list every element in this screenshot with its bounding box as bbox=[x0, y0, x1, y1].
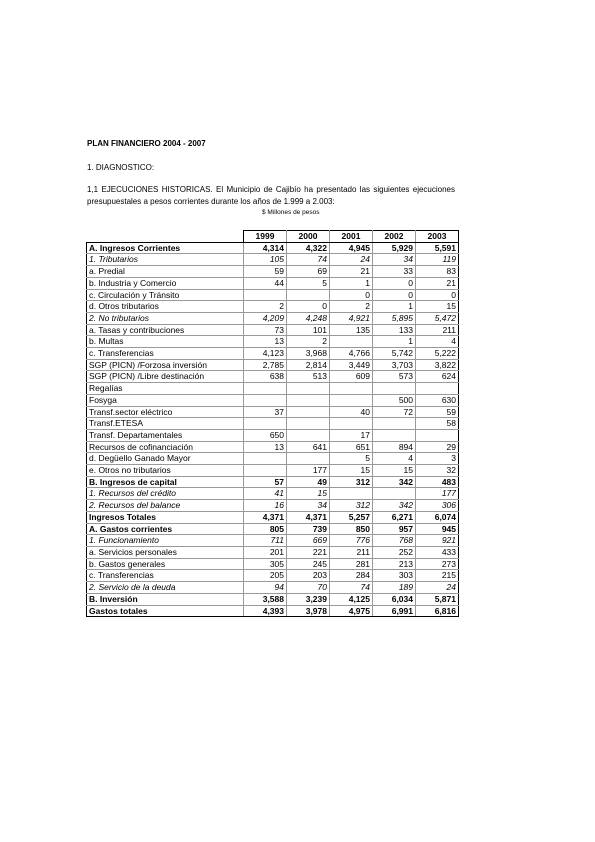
row-label: c. Transferencias bbox=[87, 570, 244, 582]
row-label: 2. Servicio de la deuda bbox=[87, 582, 244, 594]
value-cell: 0 bbox=[330, 289, 373, 301]
value-cell: 5,895 bbox=[373, 312, 416, 324]
value-cell: 624 bbox=[416, 371, 459, 383]
row-label: Regalías bbox=[87, 383, 244, 395]
value-cell: 306 bbox=[416, 500, 459, 512]
value-cell bbox=[244, 418, 287, 430]
value-cell: 6,991 bbox=[373, 605, 416, 617]
value-cell: 4,393 bbox=[244, 605, 287, 617]
value-cell bbox=[287, 429, 330, 441]
value-cell: 957 bbox=[373, 523, 416, 535]
value-cell: 4,322 bbox=[287, 242, 330, 254]
table-row bbox=[87, 546, 459, 558]
value-cell: 312 bbox=[330, 476, 373, 488]
value-cell: 303 bbox=[373, 570, 416, 582]
value-cell: 5,257 bbox=[330, 511, 373, 523]
value-cell: 6,034 bbox=[373, 593, 416, 605]
row-label: 1. Tributarios bbox=[87, 254, 244, 266]
table-row bbox=[87, 570, 459, 582]
value-cell: 59 bbox=[244, 266, 287, 278]
financial-table bbox=[86, 230, 459, 617]
value-cell: 273 bbox=[416, 558, 459, 570]
value-cell: 94 bbox=[244, 582, 287, 594]
value-cell: 573 bbox=[373, 371, 416, 383]
table-row bbox=[87, 242, 459, 254]
table-row bbox=[87, 429, 459, 441]
value-cell bbox=[287, 453, 330, 465]
table-row bbox=[87, 301, 459, 313]
value-cell: 3,588 bbox=[244, 593, 287, 605]
value-cell: 4,921 bbox=[330, 312, 373, 324]
section-heading: 1. DIAGNOSTICO: bbox=[87, 163, 155, 172]
value-cell bbox=[244, 453, 287, 465]
value-cell: 500 bbox=[373, 394, 416, 406]
value-cell bbox=[244, 383, 287, 395]
table-row bbox=[87, 465, 459, 477]
row-label: B. Ingresos de capital bbox=[87, 476, 244, 488]
value-cell: 119 bbox=[416, 254, 459, 266]
value-cell: 5,742 bbox=[373, 348, 416, 360]
value-cell: 284 bbox=[330, 570, 373, 582]
row-label: a. Tasas y contribuciones bbox=[87, 324, 244, 336]
table-row bbox=[87, 500, 459, 512]
value-cell: 252 bbox=[373, 546, 416, 558]
value-cell: 74 bbox=[330, 582, 373, 594]
value-cell: 2 bbox=[287, 336, 330, 348]
table-row bbox=[87, 511, 459, 523]
table-row bbox=[87, 605, 459, 617]
value-cell: 4 bbox=[373, 453, 416, 465]
intro-paragraph: 1,1 EJECUCIONES HISTORICAS. El Municipio de Cajibío ha presentado las siguientes ejecuciones presupuestales a pesos corrientes durante los años de 1.999 a 2.003: bbox=[87, 185, 455, 206]
value-cell: 5,929 bbox=[373, 242, 416, 254]
value-cell: 1 bbox=[373, 301, 416, 313]
value-cell: 1 bbox=[330, 277, 373, 289]
row-label: b. Industria y Comercio bbox=[87, 277, 244, 289]
table-body bbox=[87, 242, 459, 617]
units-note: $ Millones de pesos bbox=[262, 209, 320, 216]
value-cell: 21 bbox=[416, 277, 459, 289]
value-cell bbox=[416, 429, 459, 441]
row-label: Transf. Departamentales bbox=[87, 429, 244, 441]
row-label: 1. Funcionamiento bbox=[87, 535, 244, 547]
row-label: SGP (PICN) /Forzosa inversión bbox=[87, 359, 244, 371]
value-cell: 4,371 bbox=[287, 511, 330, 523]
value-cell bbox=[244, 394, 287, 406]
value-cell: 203 bbox=[287, 570, 330, 582]
value-cell bbox=[330, 383, 373, 395]
table-row bbox=[87, 266, 459, 278]
table-row bbox=[87, 312, 459, 324]
value-cell: 15 bbox=[287, 488, 330, 500]
value-cell: 105 bbox=[244, 254, 287, 266]
value-cell: 211 bbox=[330, 546, 373, 558]
table-row bbox=[87, 336, 459, 348]
value-cell: 44 bbox=[244, 277, 287, 289]
value-cell: 83 bbox=[416, 266, 459, 278]
table-row bbox=[87, 441, 459, 453]
value-cell bbox=[373, 488, 416, 500]
value-cell: 3,968 bbox=[287, 348, 330, 360]
row-label: a. Predial bbox=[87, 266, 244, 278]
value-cell: 894 bbox=[373, 441, 416, 453]
value-cell: 945 bbox=[416, 523, 459, 535]
value-cell: 4,371 bbox=[244, 511, 287, 523]
row-label: Transf.ETESA bbox=[87, 418, 244, 430]
row-label: e. Otros no tributarios bbox=[87, 465, 244, 477]
value-cell bbox=[330, 336, 373, 348]
value-cell: 650 bbox=[244, 429, 287, 441]
value-cell: 21 bbox=[330, 266, 373, 278]
value-cell: 342 bbox=[373, 500, 416, 512]
value-cell: 2,785 bbox=[244, 359, 287, 371]
row-label: Ingresos Totales bbox=[87, 511, 244, 523]
row-label: SGP (PICN) /Libre destinación bbox=[87, 371, 244, 383]
value-cell: 37 bbox=[244, 406, 287, 418]
row-label: 2. Recursos del balance bbox=[87, 500, 244, 512]
table-row bbox=[87, 558, 459, 570]
value-cell bbox=[287, 289, 330, 301]
row-label: a. Servicios personales bbox=[87, 546, 244, 558]
value-cell: 13 bbox=[244, 441, 287, 453]
header-blank-cell bbox=[87, 231, 244, 243]
value-cell bbox=[287, 394, 330, 406]
value-cell: 630 bbox=[416, 394, 459, 406]
value-cell bbox=[287, 383, 330, 395]
value-cell: 32 bbox=[416, 465, 459, 477]
value-cell: 638 bbox=[244, 371, 287, 383]
value-cell: 133 bbox=[373, 324, 416, 336]
value-cell: 2 bbox=[330, 301, 373, 313]
value-cell: 312 bbox=[330, 500, 373, 512]
table-row bbox=[87, 289, 459, 301]
value-cell bbox=[287, 406, 330, 418]
value-cell bbox=[416, 383, 459, 395]
value-cell bbox=[373, 418, 416, 430]
value-cell: 768 bbox=[373, 535, 416, 547]
value-cell bbox=[244, 289, 287, 301]
row-label: Recursos de cofinanciación bbox=[87, 441, 244, 453]
value-cell: 3 bbox=[416, 453, 459, 465]
value-cell: 15 bbox=[416, 301, 459, 313]
value-cell: 433 bbox=[416, 546, 459, 558]
year-header: 2003 bbox=[416, 231, 459, 243]
value-cell: 513 bbox=[287, 371, 330, 383]
value-cell: 57 bbox=[244, 476, 287, 488]
value-cell: 34 bbox=[373, 254, 416, 266]
table-row bbox=[87, 523, 459, 535]
value-cell: 74 bbox=[287, 254, 330, 266]
value-cell: 4,209 bbox=[244, 312, 287, 324]
value-cell: 177 bbox=[416, 488, 459, 500]
value-cell: 281 bbox=[330, 558, 373, 570]
value-cell: 211 bbox=[416, 324, 459, 336]
value-cell: 805 bbox=[244, 523, 287, 535]
value-cell: 4 bbox=[416, 336, 459, 348]
year-header: 2000 bbox=[287, 231, 330, 243]
value-cell: 2,814 bbox=[287, 359, 330, 371]
value-cell: 5 bbox=[330, 453, 373, 465]
value-cell: 15 bbox=[330, 465, 373, 477]
row-label: Gastos totales bbox=[87, 605, 244, 617]
row-label: d. Degüello Ganado Mayor bbox=[87, 453, 244, 465]
value-cell: 739 bbox=[287, 523, 330, 535]
value-cell bbox=[330, 418, 373, 430]
value-cell: 651 bbox=[330, 441, 373, 453]
table-row bbox=[87, 254, 459, 266]
value-cell: 4,975 bbox=[330, 605, 373, 617]
value-cell: 72 bbox=[373, 406, 416, 418]
table-row bbox=[87, 418, 459, 430]
value-cell: 6,816 bbox=[416, 605, 459, 617]
value-cell: 215 bbox=[416, 570, 459, 582]
value-cell: 6,271 bbox=[373, 511, 416, 523]
value-cell: 4,125 bbox=[330, 593, 373, 605]
value-cell: 669 bbox=[287, 535, 330, 547]
year-header: 1999 bbox=[244, 231, 287, 243]
value-cell: 24 bbox=[416, 582, 459, 594]
row-label: Fosyga bbox=[87, 394, 244, 406]
value-cell: 483 bbox=[416, 476, 459, 488]
value-cell: 5 bbox=[287, 277, 330, 289]
value-cell: 5,591 bbox=[416, 242, 459, 254]
value-cell: 776 bbox=[330, 535, 373, 547]
value-cell: 40 bbox=[330, 406, 373, 418]
value-cell bbox=[244, 465, 287, 477]
value-cell: 5,222 bbox=[416, 348, 459, 360]
value-cell: 4,314 bbox=[244, 242, 287, 254]
value-cell: 69 bbox=[287, 266, 330, 278]
value-cell: 5,472 bbox=[416, 312, 459, 324]
row-label: A. Gastos corrientes bbox=[87, 523, 244, 535]
value-cell bbox=[330, 394, 373, 406]
value-cell: 17 bbox=[330, 429, 373, 441]
value-cell: 3,822 bbox=[416, 359, 459, 371]
table-row bbox=[87, 371, 459, 383]
value-cell: 3,978 bbox=[287, 605, 330, 617]
table-row bbox=[87, 406, 459, 418]
value-cell: 6,074 bbox=[416, 511, 459, 523]
value-cell: 3,239 bbox=[287, 593, 330, 605]
row-label: A. Ingresos Corrientes bbox=[87, 242, 244, 254]
value-cell: 213 bbox=[373, 558, 416, 570]
value-cell: 0 bbox=[373, 277, 416, 289]
value-cell: 3,703 bbox=[373, 359, 416, 371]
value-cell: 189 bbox=[373, 582, 416, 594]
value-cell: 70 bbox=[287, 582, 330, 594]
value-cell: 1 bbox=[373, 336, 416, 348]
document-title: PLAN FINANCIERO 2004 - 2007 bbox=[87, 139, 206, 148]
value-cell: 15 bbox=[373, 465, 416, 477]
value-cell: 16 bbox=[244, 500, 287, 512]
value-cell: 3,449 bbox=[330, 359, 373, 371]
row-label: d. Otros tributarios bbox=[87, 301, 244, 313]
value-cell: 101 bbox=[287, 324, 330, 336]
value-cell: 34 bbox=[287, 500, 330, 512]
value-cell: 59 bbox=[416, 406, 459, 418]
table-row bbox=[87, 383, 459, 395]
row-label: c. Transferencias bbox=[87, 348, 244, 360]
value-cell: 177 bbox=[287, 465, 330, 477]
value-cell bbox=[287, 418, 330, 430]
table-header-row bbox=[87, 231, 459, 243]
year-header: 2002 bbox=[373, 231, 416, 243]
value-cell: 609 bbox=[330, 371, 373, 383]
value-cell: 4,248 bbox=[287, 312, 330, 324]
row-label: 2. No tributarios bbox=[87, 312, 244, 324]
row-label: Transf.sector eléctrico bbox=[87, 406, 244, 418]
table-row bbox=[87, 359, 459, 371]
value-cell: 711 bbox=[244, 535, 287, 547]
value-cell: 0 bbox=[416, 289, 459, 301]
value-cell: 342 bbox=[373, 476, 416, 488]
value-cell bbox=[330, 488, 373, 500]
table-row bbox=[87, 453, 459, 465]
value-cell bbox=[373, 429, 416, 441]
value-cell: 205 bbox=[244, 570, 287, 582]
row-label: B. Inversión bbox=[87, 593, 244, 605]
value-cell: 4,123 bbox=[244, 348, 287, 360]
row-label: c. Circulación y Tránsito bbox=[87, 289, 244, 301]
value-cell: 0 bbox=[287, 301, 330, 313]
value-cell: 58 bbox=[416, 418, 459, 430]
year-header: 2001 bbox=[330, 231, 373, 243]
value-cell: 73 bbox=[244, 324, 287, 336]
value-cell: 201 bbox=[244, 546, 287, 558]
row-label: b. Multas bbox=[87, 336, 244, 348]
value-cell: 13 bbox=[244, 336, 287, 348]
value-cell: 305 bbox=[244, 558, 287, 570]
value-cell: 921 bbox=[416, 535, 459, 547]
value-cell: 2 bbox=[244, 301, 287, 313]
value-cell: 24 bbox=[330, 254, 373, 266]
value-cell: 29 bbox=[416, 441, 459, 453]
table-row bbox=[87, 324, 459, 336]
table-row bbox=[87, 394, 459, 406]
row-label: b. Gastos generales bbox=[87, 558, 244, 570]
table-row bbox=[87, 535, 459, 547]
value-cell: 850 bbox=[330, 523, 373, 535]
value-cell: 5,871 bbox=[416, 593, 459, 605]
value-cell: 33 bbox=[373, 266, 416, 278]
table-row bbox=[87, 488, 459, 500]
value-cell: 41 bbox=[244, 488, 287, 500]
value-cell: 4,766 bbox=[330, 348, 373, 360]
value-cell: 0 bbox=[373, 289, 416, 301]
table-row bbox=[87, 348, 459, 360]
table-row bbox=[87, 277, 459, 289]
table-row bbox=[87, 593, 459, 605]
value-cell: 4,945 bbox=[330, 242, 373, 254]
value-cell: 135 bbox=[330, 324, 373, 336]
table-row bbox=[87, 476, 459, 488]
row-label: 1. Recursos del crédito bbox=[87, 488, 244, 500]
value-cell: 245 bbox=[287, 558, 330, 570]
value-cell: 221 bbox=[287, 546, 330, 558]
table-row bbox=[87, 582, 459, 594]
value-cell: 641 bbox=[287, 441, 330, 453]
value-cell: 49 bbox=[287, 476, 330, 488]
value-cell bbox=[373, 383, 416, 395]
